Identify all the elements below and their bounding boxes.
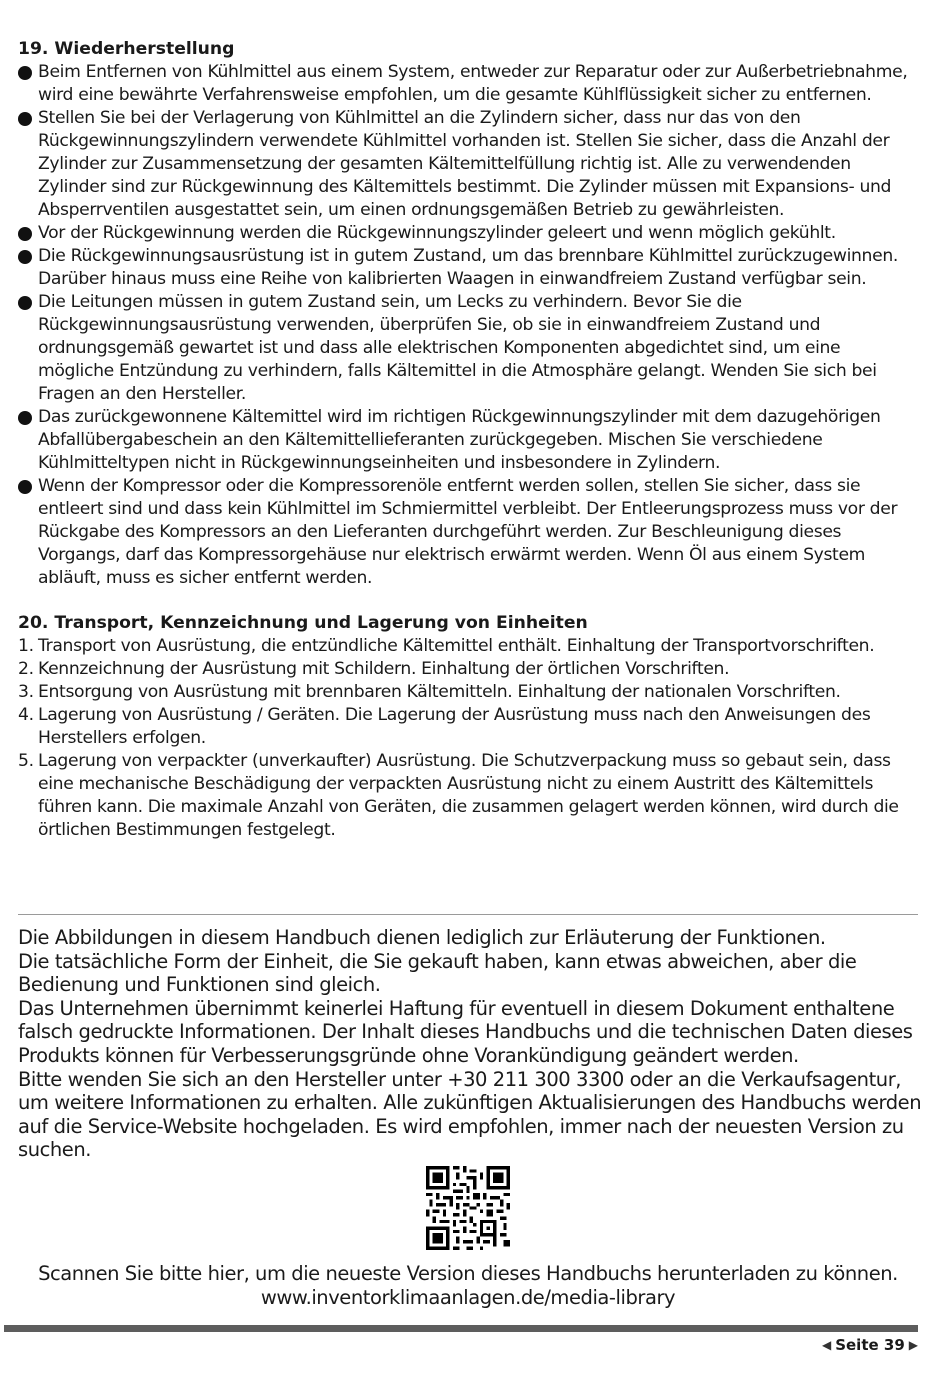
bullet-icon: [18, 480, 32, 494]
list-item: 5. Lagerung von verpackter (unverkaufter) Ausrüstung. Die Schutzverpackung muss so gebaut sein, dass eine mechanische Beschädigung der verpackten Ausrüstung nicht zu einem Austritt des Kältemittels führen kann. Die maximale Anzahl von Geräten, die zusammen gelagert werden können, wird durch die örtlichen Bestimmungen festgelegt.: [18, 751, 899, 840]
section-20: [18, 612, 918, 842]
qr-code-icon[interactable]: [426, 1166, 510, 1250]
list-item: Vor der Rückgewinnung werden die Rückgewinnungszylinder geleert und wenn möglich gekühlt.: [18, 222, 918, 245]
section-20-list: [18, 635, 918, 842]
list-item: 2. Kennzeichnung der Ausrüstung mit Schildern. Einhaltung der örtlichen Vorschriften.: [18, 659, 730, 679]
list-item: Wenn der Kompressor oder die Kompressorenöle entfernt werden sollen, stellen Sie sicher, dass sie entleert sind und dass kein Kühlmittel im Schmiermittel verbleibt. Der Entleerungsprozess muss vor der Rückgabe des Kompressors an den Lieferanten durchgeführt werden. Zur Beschleunigung dieses Vorgangs, darf das Kompressorgehäuse nur elektrisch erwärmt werden. Wenn Öl aus einem System abläuft, muss es sicher entfernt werden.: [18, 475, 918, 590]
page-footer: [822, 1335, 918, 1355]
previous-page-icon[interactable]: ◀: [821, 1338, 832, 1352]
next-page-icon[interactable]: ▶: [908, 1338, 918, 1352]
list-item: Die Rückgewinnungsausrüstung ist in gutem Zustand, um das brennbare Kühlmittel zurückzugewinnen. Darüber hinaus muss eine Reihe von kalibrierten Waagen in einwandfreiem Zustand verfügbar sein.: [18, 245, 918, 291]
section-19-list: [18, 61, 918, 590]
scan-text: Scannen Sie bitte hier, um die neueste Version dieses Handbuchs herunterladen zu können.: [38, 1262, 898, 1285]
disclaimer-paragraph: Die Abbildungen in diesem Handbuch dienen lediglich zur Erläuterung der Funktionen.: [18, 926, 826, 949]
page-number: Seite 39: [835, 1336, 905, 1354]
section-19-title: 19. Wiederherstellung: [18, 39, 235, 59]
list-item: Stellen Sie bei der Verlagerung von Kühlmittel an die Zylindern sicher, dass nur das von den Rückgewinnungszylindern verwendete Kühlmittel vorhanden ist. Stellen Sie sicher, dass die Anzahl der Zylinder zur Zusammensetzung der gesamten Kältemittelfüllung richtig ist. Alle zu verwendenden Zylinder sind zur Rückgewinnung des Kältemittels bestimmt. Die Zylinder müssen mit Expansions- und Absperrventilen ausgestattet sein, um einen ordnungsgemäßen Betrieb zu gewährleisten.: [18, 107, 918, 222]
scan-note: [0, 1262, 936, 1310]
disclaimer-paragraph: Das Unternehmen übernimmt keinerlei Haftung für eventuell in diesem Dokument enthaltene falsch gedruckte Informationen. Der Inhalt dieses Handbuchs und die technischen Daten dieses Produkts können für Verbesserungsgründe ohne Vorankündigung geändert werden.: [18, 996, 913, 1067]
list-item: Das zurückgewonnene Kältemittel wird im richtigen Rückgewinnungszylinder mit dem dazugehörigen Abfallübergabeschein an den Kältemittellieferanten zurückgegeben. Mischen Sie verschiedene Kühlmitteltypen nicht in Rückgewinnungseinheiten und insbesondere in Zylindern.: [18, 406, 918, 475]
bullet-icon: [18, 112, 32, 126]
divider: [18, 914, 918, 915]
list-item: 3. Entsorgung von Ausrüstung mit brennbaren Kältemitteln. Einhaltung der nationalen Vorschriften.: [18, 682, 841, 702]
list-item: Beim Entfernen von Kühlmittel aus einem System, entweder zur Reparatur oder zur Außerbetriebnahme, wird eine bewährte Verfahrensweise empfohlen, um die gesamte Kühlflüssigkeit sicher zu entfernen.: [18, 61, 918, 107]
list-item: Die Leitungen müssen in gutem Zustand sein, um Lecks zu verhindern. Bevor Sie die Rückgewinnungsausrüstung verwenden, überprüfen Sie, ob sie in einwandfreiem Zustand und ordnungsgemäß gewartet ist und dass alle elektrischen Komponenten abgedichtet sind, um eine mögliche Entzündung zu verhindern, falls Kältemittel in die Atmosphäre gelangt. Wenden Sie sich bei Fragen an den Hersteller.: [18, 291, 918, 406]
bullet-icon: [18, 66, 32, 80]
footer-bar: [4, 1325, 918, 1332]
bullet-icon: [18, 411, 32, 425]
list-item: 1. Transport von Ausrüstung, die entzündliche Kältemittel enthält. Einhaltung der Transportvorschriften.: [18, 636, 875, 656]
list-item: 4. Lagerung von Ausrüstung / Geräten. Die Lagerung der Ausrüstung muss nach den Anweisungen des Herstellers erfolgen.: [18, 705, 871, 748]
section-20-title: 20. Transport, Kennzeichnung und Lagerung von Einheiten: [18, 613, 588, 633]
disclaimer-paragraph: Die tatsächliche Form der Einheit, die Sie gekauft haben, kann etwas abweichen, aber die Bedienung und Funktionen sind gleich.: [18, 949, 857, 997]
bullet-icon: [18, 296, 32, 310]
content: [18, 38, 918, 842]
disclaimer: [18, 926, 928, 1162]
disclaimer-paragraph: Bitte wenden Sie sich an den Hersteller unter +30 211 300 3300 oder an die Verkaufsagentur, um weitere Informationen zu erhalten. Alle zukünftigen Aktualisierungen des Handbuchs werden auf die Service-Website hochgeladen. Es wird empfohlen, immer nach der neuesten Version zu suchen.: [18, 1067, 922, 1162]
bullet-icon: [18, 227, 32, 241]
bullet-icon: [18, 250, 32, 264]
media-library-link[interactable]: www.inventorklimaanlagen.de/media-library: [260, 1286, 676, 1309]
